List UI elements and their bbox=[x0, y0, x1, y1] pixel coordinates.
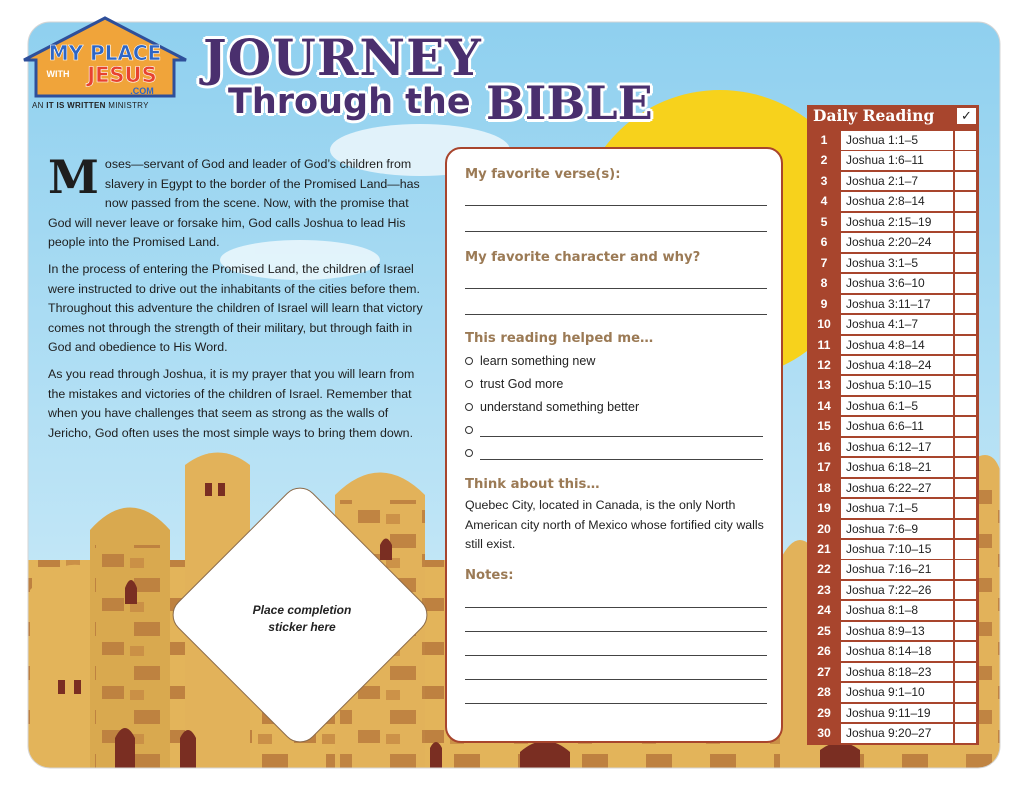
reading-day-number: 6 bbox=[820, 235, 828, 250]
reading-day-number: 8 bbox=[820, 276, 828, 291]
reading-day-number: 24 bbox=[817, 603, 831, 618]
reading-row bbox=[807, 478, 979, 499]
reading-reference: Joshua 4:18–24 bbox=[841, 356, 953, 375]
reading-checkbox[interactable] bbox=[955, 254, 976, 273]
favorite-character-heading: My favorite character and why? bbox=[465, 250, 701, 265]
reading-reference: Joshua 2:1–7 bbox=[841, 172, 953, 191]
reading-day-number: 25 bbox=[817, 623, 831, 638]
reading-reference: Joshua 6:18–21 bbox=[841, 458, 953, 477]
reading-row bbox=[807, 314, 979, 335]
reading-row bbox=[807, 682, 979, 703]
reading-day-number: 11 bbox=[817, 337, 831, 352]
reading-row bbox=[807, 559, 979, 580]
reading-reference: Joshua 7:6–9 bbox=[841, 520, 953, 539]
title-bible: BIBLE bbox=[486, 76, 653, 130]
reading-row bbox=[807, 519, 979, 540]
reading-reference: Joshua 3:1–5 bbox=[841, 254, 953, 273]
title-through-the: Through the bbox=[228, 82, 471, 122]
checkmark-icon: ✓ bbox=[957, 108, 976, 124]
reading-reference: Joshua 1:6–11 bbox=[841, 151, 953, 170]
reading-checkbox[interactable] bbox=[955, 540, 976, 559]
reading-reference: Joshua 7:16–21 bbox=[841, 560, 953, 579]
reading-checkbox[interactable] bbox=[955, 458, 976, 477]
reading-day-number: 12 bbox=[817, 357, 831, 372]
reading-day-number: 7 bbox=[820, 255, 828, 270]
reading-reference: Joshua 7:1–5 bbox=[841, 499, 953, 518]
intro-paragraph-2: In the process of entering the Promised Land, the children of Israel were instructed to drive out the inhabitants of the cities before them. Throughout this adventure the children of Israel will learn that victory comes not through the strength of their military, but through faith in God and obedience to His Word. bbox=[48, 261, 423, 355]
notes-line-5[interactable] bbox=[465, 703, 767, 704]
reading-day-number: 17 bbox=[817, 460, 831, 475]
reading-row bbox=[807, 253, 979, 274]
reading-checkbox[interactable] bbox=[955, 356, 976, 375]
drop-cap: M bbox=[48, 150, 99, 204]
reading-reference: Joshua 6:1–5 bbox=[841, 397, 953, 416]
reading-checkbox[interactable] bbox=[955, 683, 976, 702]
verse-line-1[interactable] bbox=[465, 205, 767, 206]
reading-reference: Joshua 8:18–23 bbox=[841, 663, 953, 682]
reading-reference: Joshua 7:10–15 bbox=[841, 540, 953, 559]
notes-heading: Notes: bbox=[465, 568, 514, 583]
reading-day-number: 9 bbox=[820, 296, 828, 311]
intro-text bbox=[48, 150, 428, 450]
reading-row bbox=[807, 437, 979, 458]
radio-circle-icon[interactable] bbox=[465, 357, 473, 365]
think-about-text: Quebec City, located in Canada, is the only North American city north of Mexico whose fortified city walls still exist. bbox=[465, 498, 764, 551]
reading-day-number: 19 bbox=[817, 501, 831, 516]
reading-checkbox[interactable] bbox=[955, 315, 976, 334]
character-line-2[interactable] bbox=[465, 314, 767, 315]
reading-reference: Joshua 2:15–19 bbox=[841, 213, 953, 232]
reading-header-label: Daily Reading bbox=[813, 106, 935, 125]
sticker-label: Place completion sticker here bbox=[252, 603, 352, 634]
reading-reference: Joshua 9:11–19 bbox=[841, 704, 953, 723]
verse-line-2[interactable] bbox=[465, 231, 767, 232]
reading-checkbox[interactable] bbox=[955, 131, 976, 150]
reading-reference: Joshua 4:1–7 bbox=[841, 315, 953, 334]
reading-row bbox=[807, 498, 979, 519]
reading-checkbox[interactable] bbox=[955, 151, 976, 170]
reading-checkbox[interactable] bbox=[955, 172, 976, 191]
reading-day-number: 29 bbox=[817, 705, 831, 720]
reading-day-number: 14 bbox=[817, 398, 831, 413]
radio-circle-icon[interactable] bbox=[465, 449, 473, 457]
reading-checkbox[interactable] bbox=[955, 622, 976, 641]
reading-row bbox=[807, 416, 979, 437]
reading-row bbox=[807, 294, 979, 315]
radio-circle-icon[interactable] bbox=[465, 380, 473, 388]
intro-paragraph-3: As you read through Joshua, it is my prayer that you will learn from the mistakes and victories of the children of Israel. Remember that when you have challenges that seem as strong as the walls of Jericho, God often uses the most simple ways to bring them down. bbox=[48, 366, 415, 440]
reading-row bbox=[807, 600, 979, 621]
reading-checkbox[interactable] bbox=[955, 663, 976, 682]
reading-checkbox[interactable] bbox=[955, 233, 976, 252]
reading-row bbox=[807, 375, 979, 396]
reading-row bbox=[807, 150, 979, 171]
reading-checkbox[interactable] bbox=[955, 560, 976, 579]
reading-reference: Joshua 3:11–17 bbox=[841, 295, 953, 314]
reading-reference: Joshua 3:6–10 bbox=[841, 274, 953, 293]
logo-line1: MY PLACE bbox=[48, 41, 162, 65]
reading-checkbox[interactable] bbox=[955, 520, 976, 539]
title-journey: JOURNEY bbox=[203, 28, 482, 87]
logo-line2: JESUS bbox=[87, 63, 157, 87]
reading-day-number: 20 bbox=[817, 521, 831, 536]
reading-day-number: 21 bbox=[817, 542, 831, 556]
radio-circle-icon[interactable] bbox=[465, 426, 473, 434]
response-panel bbox=[445, 147, 783, 743]
notes-line-1[interactable] bbox=[465, 607, 767, 608]
radio-circle-icon[interactable] bbox=[465, 403, 473, 411]
reading-checkbox[interactable] bbox=[955, 274, 976, 293]
reading-row bbox=[807, 703, 979, 724]
reading-checkbox[interactable] bbox=[955, 642, 976, 661]
reading-row bbox=[807, 621, 979, 642]
reading-day-number: 15 bbox=[817, 419, 831, 434]
reading-reference: Joshua 1:1–5 bbox=[841, 131, 953, 150]
reading-row bbox=[807, 723, 979, 744]
reading-row bbox=[807, 355, 979, 376]
reading-checkbox[interactable] bbox=[955, 376, 976, 395]
character-line-1[interactable] bbox=[465, 288, 767, 289]
favorite-verse-heading: My favorite verse(s): bbox=[465, 167, 621, 182]
reading-reference: Joshua 2:20–24 bbox=[841, 233, 953, 252]
reading-checkbox[interactable] bbox=[955, 601, 976, 620]
reading-row bbox=[807, 273, 979, 294]
reading-row bbox=[807, 662, 979, 683]
reading-day-number: 30 bbox=[817, 726, 831, 741]
helped-me-heading: This reading helped me… bbox=[465, 331, 654, 346]
reading-row bbox=[807, 580, 979, 601]
reading-row bbox=[807, 212, 979, 233]
reading-row bbox=[807, 335, 979, 356]
reading-reference: Joshua 4:8–14 bbox=[841, 336, 953, 355]
daily-reading-table bbox=[807, 105, 979, 745]
reading-checkbox[interactable] bbox=[955, 499, 976, 518]
reading-reference: Joshua 9:1–10 bbox=[841, 683, 953, 702]
reading-row bbox=[807, 232, 979, 253]
reading-checkbox[interactable] bbox=[955, 397, 976, 416]
reading-day-number: 1 bbox=[820, 133, 828, 147]
reading-header bbox=[807, 105, 979, 127]
reading-day-number: 4 bbox=[820, 194, 828, 209]
reading-day-number: 18 bbox=[817, 480, 831, 495]
reading-checkbox[interactable] bbox=[955, 295, 976, 314]
reading-day-number: 2 bbox=[820, 153, 828, 168]
option-trust-god[interactable]: trust God more bbox=[465, 377, 563, 391]
reading-row bbox=[807, 539, 979, 560]
reading-reference: Joshua 7:22–26 bbox=[841, 581, 953, 600]
reading-day-number: 5 bbox=[820, 214, 828, 229]
reading-row bbox=[807, 641, 979, 662]
reading-day-number: 27 bbox=[817, 664, 831, 679]
reading-row bbox=[807, 130, 979, 151]
reading-day-number: 28 bbox=[817, 685, 831, 700]
reading-checkbox[interactable] bbox=[955, 724, 976, 743]
reading-day-number: 13 bbox=[817, 378, 831, 393]
reading-row bbox=[807, 396, 979, 417]
reading-checkbox[interactable] bbox=[955, 192, 976, 211]
reading-checkbox[interactable] bbox=[955, 581, 976, 600]
logo-with: WITH bbox=[46, 69, 70, 79]
reading-checkbox[interactable] bbox=[955, 213, 976, 232]
reading-day-number: 10 bbox=[817, 317, 831, 332]
reading-reference: Joshua 8:14–18 bbox=[841, 642, 953, 661]
intro-paragraph-1: Moses—servant of God and leader of God’s children from slavery in Egypt to the border of the Promised Land—has now passed from the scene. Now, with the promise that God will never leave or forsake him, God calls Joshua to lead His people into the Promised Land. bbox=[48, 150, 420, 250]
reading-day-number: 3 bbox=[820, 173, 828, 188]
reading-reference: Joshua 6:6–11 bbox=[841, 417, 953, 436]
reading-reference: Joshua 6:22–27 bbox=[841, 479, 953, 498]
notes-line-3[interactable] bbox=[465, 655, 767, 656]
reading-checkbox[interactable] bbox=[955, 438, 976, 457]
think-about-heading: Think about this… bbox=[465, 477, 600, 492]
option-other-2[interactable] bbox=[465, 445, 763, 460]
reading-day-number: 26 bbox=[817, 644, 831, 659]
reading-reference: Joshua 2:8–14 bbox=[841, 192, 953, 211]
notes-line-2[interactable] bbox=[465, 631, 767, 632]
reading-reference: Joshua 9:20–27 bbox=[841, 724, 953, 743]
reading-checkbox[interactable] bbox=[955, 417, 976, 436]
reading-reference: Joshua 8:9–13 bbox=[841, 622, 953, 641]
reading-row bbox=[807, 171, 979, 192]
option-other-1[interactable] bbox=[465, 422, 763, 437]
reading-reference: Joshua 8:1–8 bbox=[841, 601, 953, 620]
reading-day-number: 23 bbox=[817, 582, 831, 597]
reading-reference: Joshua 5:10–15 bbox=[841, 376, 953, 395]
reading-day-number: 22 bbox=[817, 562, 831, 577]
reading-reference: Joshua 6:12–17 bbox=[841, 438, 953, 457]
notes-line-4[interactable] bbox=[465, 679, 767, 680]
option-learn-new[interactable]: learn something new bbox=[465, 354, 595, 368]
logo-dotcom: .COM bbox=[130, 86, 154, 96]
option-understand[interactable]: understand something better bbox=[465, 400, 639, 414]
logo-tagline: AN IT IS WRITTEN MINISTRY bbox=[32, 101, 149, 110]
reading-row bbox=[807, 457, 979, 478]
reading-checkbox[interactable] bbox=[955, 704, 976, 723]
reading-row bbox=[807, 191, 979, 212]
reading-checkbox[interactable] bbox=[955, 336, 976, 355]
reading-checkbox[interactable] bbox=[955, 479, 976, 498]
reading-day-number: 16 bbox=[817, 439, 831, 454]
